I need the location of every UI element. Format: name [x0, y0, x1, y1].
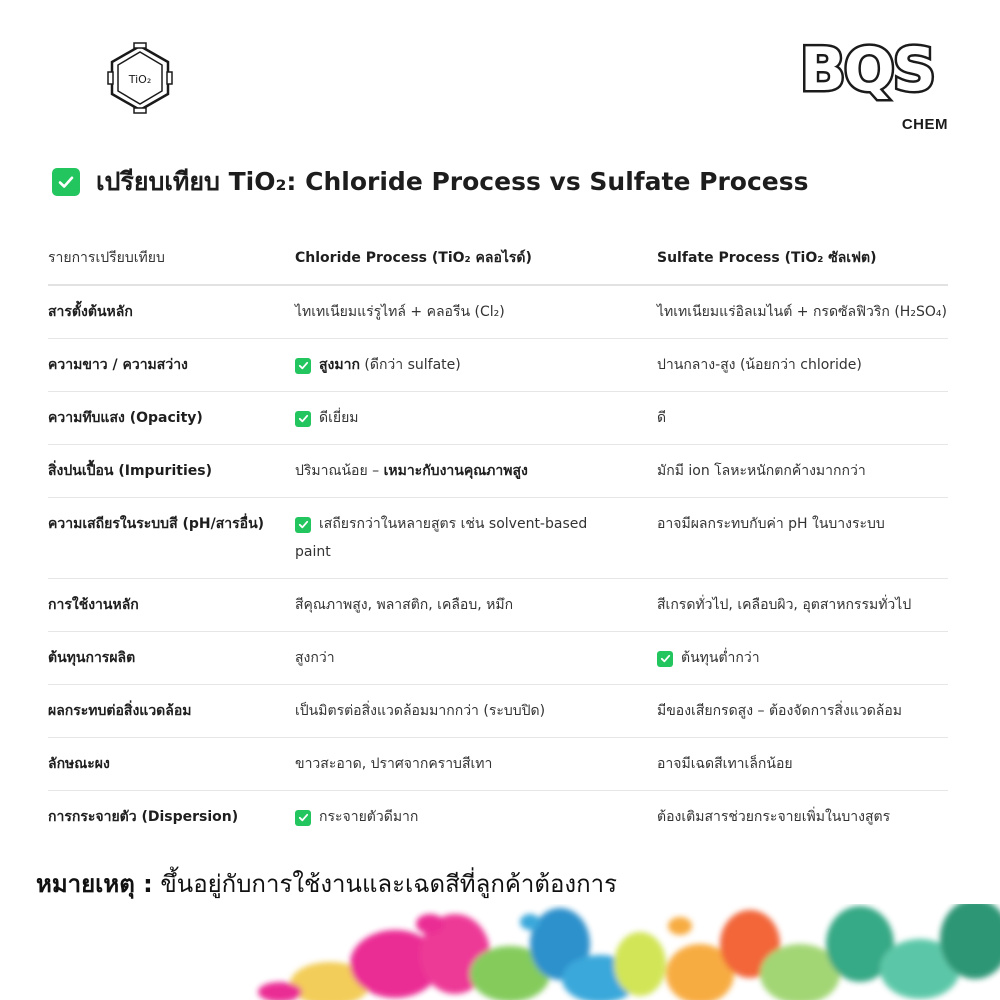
cell-text: ไทเทเนียมแร่รูไทล์ + คลอรีน (Cl₂): [295, 304, 505, 320]
title-text: เปรียบเทียบ TiO₂: Chloride Process vs Sulfate Process: [96, 167, 809, 196]
row-label: สิ่งปนเปื้อน (Impurities): [48, 445, 295, 498]
table-row: [48, 392, 948, 445]
table-row: [48, 738, 948, 791]
sulfate-cell: [657, 791, 948, 844]
row-label: การใช้งานหลัก: [48, 579, 295, 632]
sulfate-cell: [657, 339, 948, 392]
row-label: ความทึบแสง (Opacity): [48, 392, 295, 445]
brand-logo: [748, 35, 948, 136]
row-label: ผลกระทบต่อสิ่งแวดล้อม: [48, 685, 295, 738]
table-row: [48, 498, 948, 579]
sulfate-cell: [657, 285, 948, 339]
cell-text: ขาวสะอาด, ปราศจากคราบสีเทา: [295, 756, 493, 772]
row-label: สารตั้งต้นหลัก: [48, 285, 295, 339]
logo-text: TiO₂: [128, 73, 152, 86]
chloride-cell: [295, 632, 657, 685]
cell-text: (ดีกว่า sulfate): [359, 357, 461, 373]
chloride-cell: [295, 685, 657, 738]
row-label: ต้นทุนการผลิต: [48, 632, 295, 685]
check-icon: [295, 358, 311, 374]
header-sulfate: Sulfate Process (TiO₂ ซัลเฟต): [657, 232, 948, 285]
row-label: ลักษณะผง: [48, 738, 295, 791]
row-label: ความเสถียรในระบบสี (pH/สารอื่น): [48, 498, 295, 579]
cell-text: กระจายตัวดีมาก: [319, 809, 419, 825]
cell-text: ดีเยี่ยม: [319, 410, 359, 426]
table-row: [48, 285, 948, 339]
check-icon: [657, 651, 673, 667]
cell-text: เป็นมิตรต่อสิ่งแวดล้อมมากกว่า (ระบบปิด): [295, 703, 546, 719]
cell-text: ปริมาณน้อย –: [295, 463, 384, 479]
sulfate-cell: [657, 445, 948, 498]
cell-text: อาจมีผลกระทบกับค่า pH ในบางระบบ: [657, 516, 885, 532]
chloride-cell: [295, 445, 657, 498]
table-row: [48, 685, 948, 738]
chloride-cell: [295, 738, 657, 791]
cell-text: มักมี ion โลหะหนักตกค้างมากกว่า: [657, 463, 866, 479]
sulfate-cell: [657, 498, 948, 579]
check-icon: [295, 517, 311, 533]
paint-splash-image: [0, 904, 1000, 1000]
chloride-cell: [295, 498, 657, 579]
check-icon: [295, 810, 311, 826]
cell-text: เสถียรกว่าในหลายสูตร เช่น solvent-based paint: [295, 516, 588, 560]
note-text: ขึ้นอยู่กับการใช้งานและเฉดสีที่ลูกค้าต้องการ: [152, 870, 617, 898]
sulfate-cell: [657, 738, 948, 791]
chloride-cell: [295, 339, 657, 392]
chloride-cell: [295, 392, 657, 445]
table-row: [48, 632, 948, 685]
sulfate-cell: [657, 392, 948, 445]
check-icon: [52, 168, 80, 196]
cell-text: ดี: [657, 410, 667, 426]
chloride-cell: [295, 579, 657, 632]
header-item: รายการเปรียบเทียบ: [48, 232, 295, 285]
cell-text: อาจมีเฉดสีเทาเล็กน้อย: [657, 756, 793, 772]
cell-text: สูงกว่า: [295, 650, 335, 666]
cell-text: ปานกลาง-สูง (น้อยกว่า chloride): [657, 357, 862, 373]
row-label: ความขาว / ความสว่าง: [48, 339, 295, 392]
table-row: [48, 339, 948, 392]
cell-text: ไทเทเนียมแร่อิลเมไนต์ + กรดซัลฟิวริก (H₂SO₄): [657, 304, 947, 320]
comparison-table: [48, 232, 948, 843]
cell-text: สีคุณภาพสูง, พลาสติก, เคลือบ, หมึก: [295, 597, 514, 613]
page-title: [52, 162, 809, 202]
sulfate-cell: [657, 685, 948, 738]
row-label: การกระจายตัว (Dispersion): [48, 809, 239, 825]
chloride-cell: [295, 791, 657, 844]
table-header-row: [48, 232, 948, 285]
note-label: หมายเหตุ :: [36, 870, 153, 898]
check-icon: [295, 411, 311, 427]
cell-text: ต้นทุนต่ำกว่า: [681, 650, 760, 666]
cell-text: สีเกรดทั่วไป, เคลือบผิว, อุตสาหกรรมทั่วไป: [657, 597, 912, 613]
cell-text: มีของเสียกรดสูง – ต้องจัดการสิ่งแวดล้อม: [657, 703, 903, 719]
chloride-cell: [295, 285, 657, 339]
sulfate-cell: [657, 632, 948, 685]
brand-subtitle: CHEM: [901, 116, 948, 133]
tio2-logo: [106, 42, 174, 114]
cell-strong: เหมาะกับงานคุณภาพสูง: [383, 463, 528, 479]
sulfate-cell: [657, 579, 948, 632]
cell-text: ต้องเติมสารช่วยกระจายเพิ่มในบางสูตร: [657, 809, 891, 825]
footnote: [36, 864, 617, 903]
cell-strong: สูงมาก: [319, 357, 360, 373]
table-row: [48, 791, 948, 844]
hexagon-chain-icon: [106, 42, 174, 114]
header-chloride: Chloride Process (TiO₂ คลอไรด์): [295, 232, 657, 285]
table-row: [48, 579, 948, 632]
brand-name: BQS: [800, 35, 934, 105]
table-row: [48, 445, 948, 498]
